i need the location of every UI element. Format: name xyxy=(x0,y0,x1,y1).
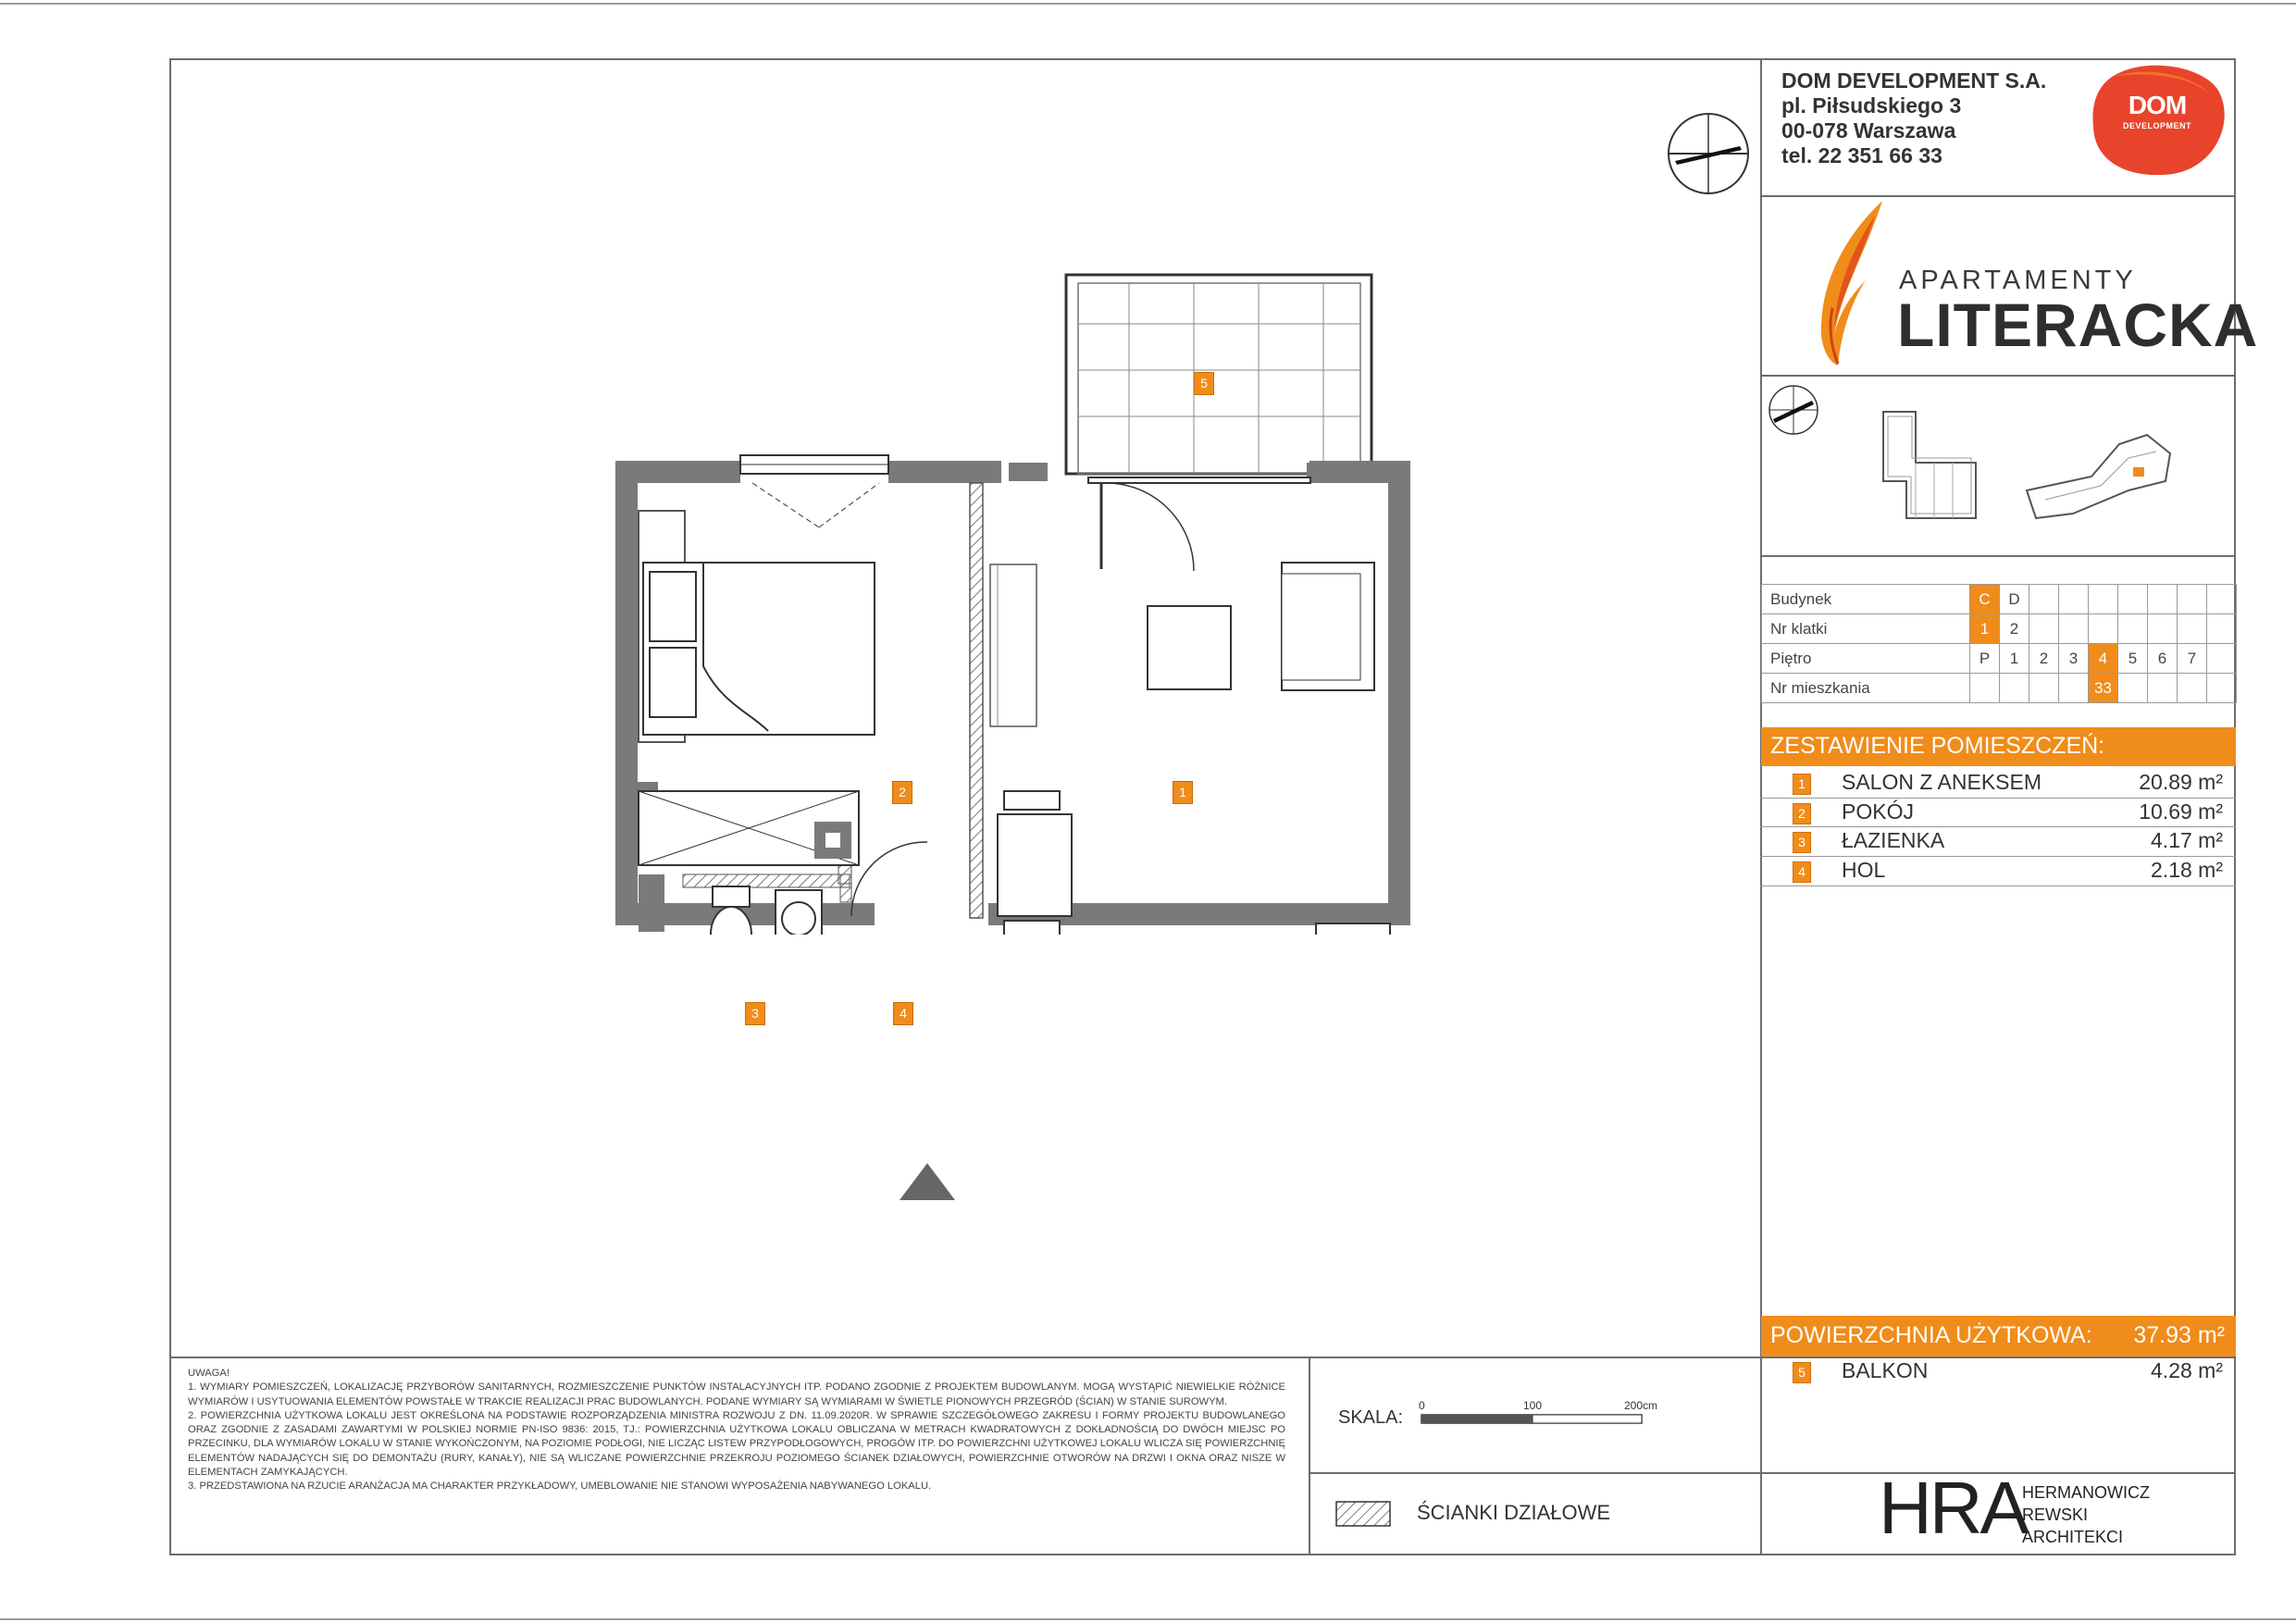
room-area: 20.89 m² xyxy=(2139,770,2223,794)
room-number: 2 xyxy=(1793,803,1811,824)
separator xyxy=(1760,856,2236,857)
room-name: BALKON xyxy=(1842,1358,1929,1382)
table-cell: P xyxy=(1970,644,2000,674)
room-tag-hall: 4 xyxy=(893,1002,913,1025)
feather-icon xyxy=(1810,197,1893,368)
table-cell xyxy=(2178,614,2207,644)
room-row xyxy=(1761,857,2236,886)
table-cell: 6 xyxy=(2148,644,2178,674)
table-cell xyxy=(2029,614,2059,644)
table-cell: 5 xyxy=(2118,644,2148,674)
logo-text: DOM xyxy=(2128,91,2187,119)
table-cell xyxy=(2148,585,2178,614)
site-plan-building-icon xyxy=(1879,407,1980,523)
dom-development-logo xyxy=(2088,63,2227,178)
unit-info-table xyxy=(1761,584,2237,703)
total-area-label: POWIERZCHNIA UŻYTKOWA: xyxy=(1770,1322,2092,1348)
total-area-band xyxy=(1761,1316,2236,1357)
top-rule xyxy=(0,3,2296,5)
note-item: 2. POWIERZCHNIA UŻYTKOWA LOKALU JEST OKREŚLONA NA PODSTAWIE ROZPORZĄDZENIA MINISTRA ROZWOJU Z DN. 11.09.2020R. W SPRAWIE SZCZEGÓŁOWEGO ZAKRESU I FORMY PROJEKTU BUDOWLANEGO ORAZ ZGODNIE Z ZASADAMI ZAWARTYMI W POLSKIEJ NORMIE PN-ISO 9836: 2015, TJ.: POWIERZCHNIA UŻYTKOWA LOKALU OBLICZANA W METRACH KWADRATOWYCH Z DOKŁADNOŚCIĄ DO DWÓCH MIEJSC PO PRZECINKU, DLA WYMIARÓW LOKALU W STANIE WYKOŃCZONYM, NA POZIOMIE PODŁOGI, NIE LICZĄC LISTEW PRZYPODŁOGOWYCH, PROGÓW ITP. DO POWIERZCHNI UŻYTKOWEJ LOKALU WLICZA SIĘ POWIERZCHNIĘ ELEMENTÓW NADAJĄCYCH SIĘ DO DEMONTAŻU (RURY, KANAŁY), NIE SĄ WLICZANE POWIERZCHNIE PRZEKROJU POZIOMEGO ŚCIANEK DZIAŁOWYCH, POWIERZCHNIE OTWORÓW NA DRZWI I OKNA ORAZ NISZE W ELEMENTACH ZAMYKAJĄCYCH. xyxy=(188,1409,1285,1479)
row-label: Budynek xyxy=(1762,585,1970,614)
balcony-row xyxy=(1761,1357,2236,1386)
table-cell xyxy=(2029,674,2059,703)
compass-icon xyxy=(1666,111,1751,196)
separator xyxy=(1760,375,2236,377)
logo-subtext: DEVELOPMENT xyxy=(2122,121,2191,130)
room-tag-bathroom: 3 xyxy=(745,1002,765,1025)
room-tag-balcony: 5 xyxy=(1194,372,1214,395)
table-cell: D xyxy=(2000,585,2029,614)
room-row xyxy=(1761,799,2236,827)
architect-logo: HRA xyxy=(1879,1467,2027,1549)
table-cell: 4 xyxy=(2089,644,2118,674)
row-label: Piętro xyxy=(1762,644,1970,674)
table-cell: 2 xyxy=(2029,644,2059,674)
table-cell xyxy=(2059,674,2089,703)
table-cell xyxy=(2207,585,2237,614)
room-area: 10.69 m² xyxy=(2139,799,2223,824)
row-label: Nr klatki xyxy=(1762,614,1970,644)
room-tag-living: 1 xyxy=(1173,781,1193,804)
rooms-header-label: ZESTAWIENIE POMIESZCZEŃ: xyxy=(1770,733,2105,759)
table-cell xyxy=(2148,614,2178,644)
architect-line: HERMANOWICZ xyxy=(2022,1483,2150,1502)
company-name: DOM DEVELOPMENT S.A. xyxy=(1781,68,2047,93)
company-city: 00-078 Warszawa xyxy=(1781,118,1956,142)
separator xyxy=(1760,826,2236,827)
separator xyxy=(1309,1472,1761,1474)
site-plan-layout-icon xyxy=(2017,426,2184,527)
table-cell xyxy=(2059,585,2089,614)
table-row xyxy=(1762,674,2237,703)
architect-line: REWSKI xyxy=(2022,1505,2089,1524)
table-cell xyxy=(2207,644,2237,674)
room-row xyxy=(1761,827,2236,856)
table-cell xyxy=(2118,674,2148,703)
room-name: HOL xyxy=(1842,858,1886,882)
separator xyxy=(1760,798,2236,799)
room-area: 2.18 m² xyxy=(2151,858,2223,882)
scale-tick: 0 xyxy=(1419,1399,1425,1412)
table-cell: 1 xyxy=(1970,614,2000,644)
total-area-value: 37.93 m² xyxy=(2133,1322,2225,1348)
room-number: 5 xyxy=(1793,1362,1811,1383)
table-cell xyxy=(2207,674,2237,703)
room-number: 3 xyxy=(1793,832,1811,853)
table-row xyxy=(1762,585,2237,614)
table-cell xyxy=(1970,674,2000,703)
note-item: 3. PRZEDSTAWIONA NA RZUCIE ARANŻACJA MA CHARAKTER PRZYKŁADOWY, UMEBLOWANIE NIE STANOWI WYPOSAŻENIA NABYWANEGO LOKALU. xyxy=(188,1481,932,1493)
table-row xyxy=(1762,644,2237,674)
table-cell xyxy=(2029,585,2059,614)
room-name: ŁAZIENKA xyxy=(1842,828,1945,852)
company-phone: tel. 22 351 66 33 xyxy=(1781,143,1942,167)
room-area: 4.17 m² xyxy=(2151,828,2223,852)
brand-line2: LITERACKA xyxy=(1897,291,2259,359)
room-name: POKÓJ xyxy=(1842,799,1914,824)
architect-line: ARCHITEKCI xyxy=(2022,1528,2124,1546)
room-number: 4 xyxy=(1793,861,1811,883)
table-cell xyxy=(2089,614,2118,644)
notes-title: UWAGA! xyxy=(188,1368,230,1379)
table-cell xyxy=(2178,585,2207,614)
bottom-rule xyxy=(0,1618,2296,1620)
room-tag-bedroom: 2 xyxy=(892,781,912,804)
table-cell: 2 xyxy=(2000,614,2029,644)
rooms-header xyxy=(1761,727,2236,766)
company-street: pl. Piłsudskiego 3 xyxy=(1781,93,1962,118)
note-item: 1. WYMIARY POMIESZCZEŃ, LOKALIZACJĘ PRZYBORÓW SANITARNYCH, ROZMIESZCZENIE PUNKTÓW INSTALACYJNYCH ITP. PODANO ZGODNIE Z PROJEKTEM BUDOWLANYM. MOGĄ WYSTĄPIĆ NIEWIELKIE RÓŻNICE WYMIARÓW I USYTUOWANIA ELEMENTÓW POWSTAŁE W TRAKCIE REALIZACJI PRAC BUDOWLANYCH. PODANE WYMIARY SĄ WYMIARAMI W ŚWIETLE PIONOWYCH PRZEGRÓD (ŚCIAN) W STANIE SUROWYM. xyxy=(188,1381,1285,1407)
table-cell: C xyxy=(1970,585,2000,614)
table-cell xyxy=(2148,674,2178,703)
separator xyxy=(1760,555,2236,557)
table-cell: 3 xyxy=(2059,644,2089,674)
table-cell xyxy=(2118,614,2148,644)
table-cell: 7 xyxy=(2178,644,2207,674)
legend-label: ŚCIANKI DZIAŁOWE xyxy=(1417,1501,1611,1524)
row-label: Nr mieszkania xyxy=(1762,674,1970,703)
table-cell xyxy=(2059,614,2089,644)
table-cell: 33 xyxy=(2089,674,2118,703)
table-cell xyxy=(2118,585,2148,614)
separator xyxy=(1309,1357,1310,1555)
partition-legend-icon xyxy=(1335,1501,1391,1527)
room-area: 4.28 m² xyxy=(2151,1358,2223,1382)
notes xyxy=(188,1367,1285,1494)
scale-bar xyxy=(1421,1414,1643,1425)
table-cell: 1 xyxy=(2000,644,2029,674)
room-name: SALON Z ANEKSEM xyxy=(1842,770,2042,794)
scale-tick: 200cm xyxy=(1624,1399,1658,1412)
entrance-arrow-icon xyxy=(898,1161,957,1202)
scale-label: SKALA: xyxy=(1338,1407,1404,1428)
floor-plan xyxy=(611,268,1425,935)
room-row xyxy=(1761,769,2236,798)
brand-line1: APARTAMENTY xyxy=(1899,266,2137,295)
site-compass-icon xyxy=(1766,382,1821,438)
table-cell xyxy=(2207,614,2237,644)
table-cell xyxy=(2089,585,2118,614)
table-row xyxy=(1762,614,2237,644)
table-cell xyxy=(2178,674,2207,703)
table-cell xyxy=(2000,674,2029,703)
room-number: 1 xyxy=(1793,774,1811,795)
scale-tick: 100 xyxy=(1523,1399,1543,1412)
